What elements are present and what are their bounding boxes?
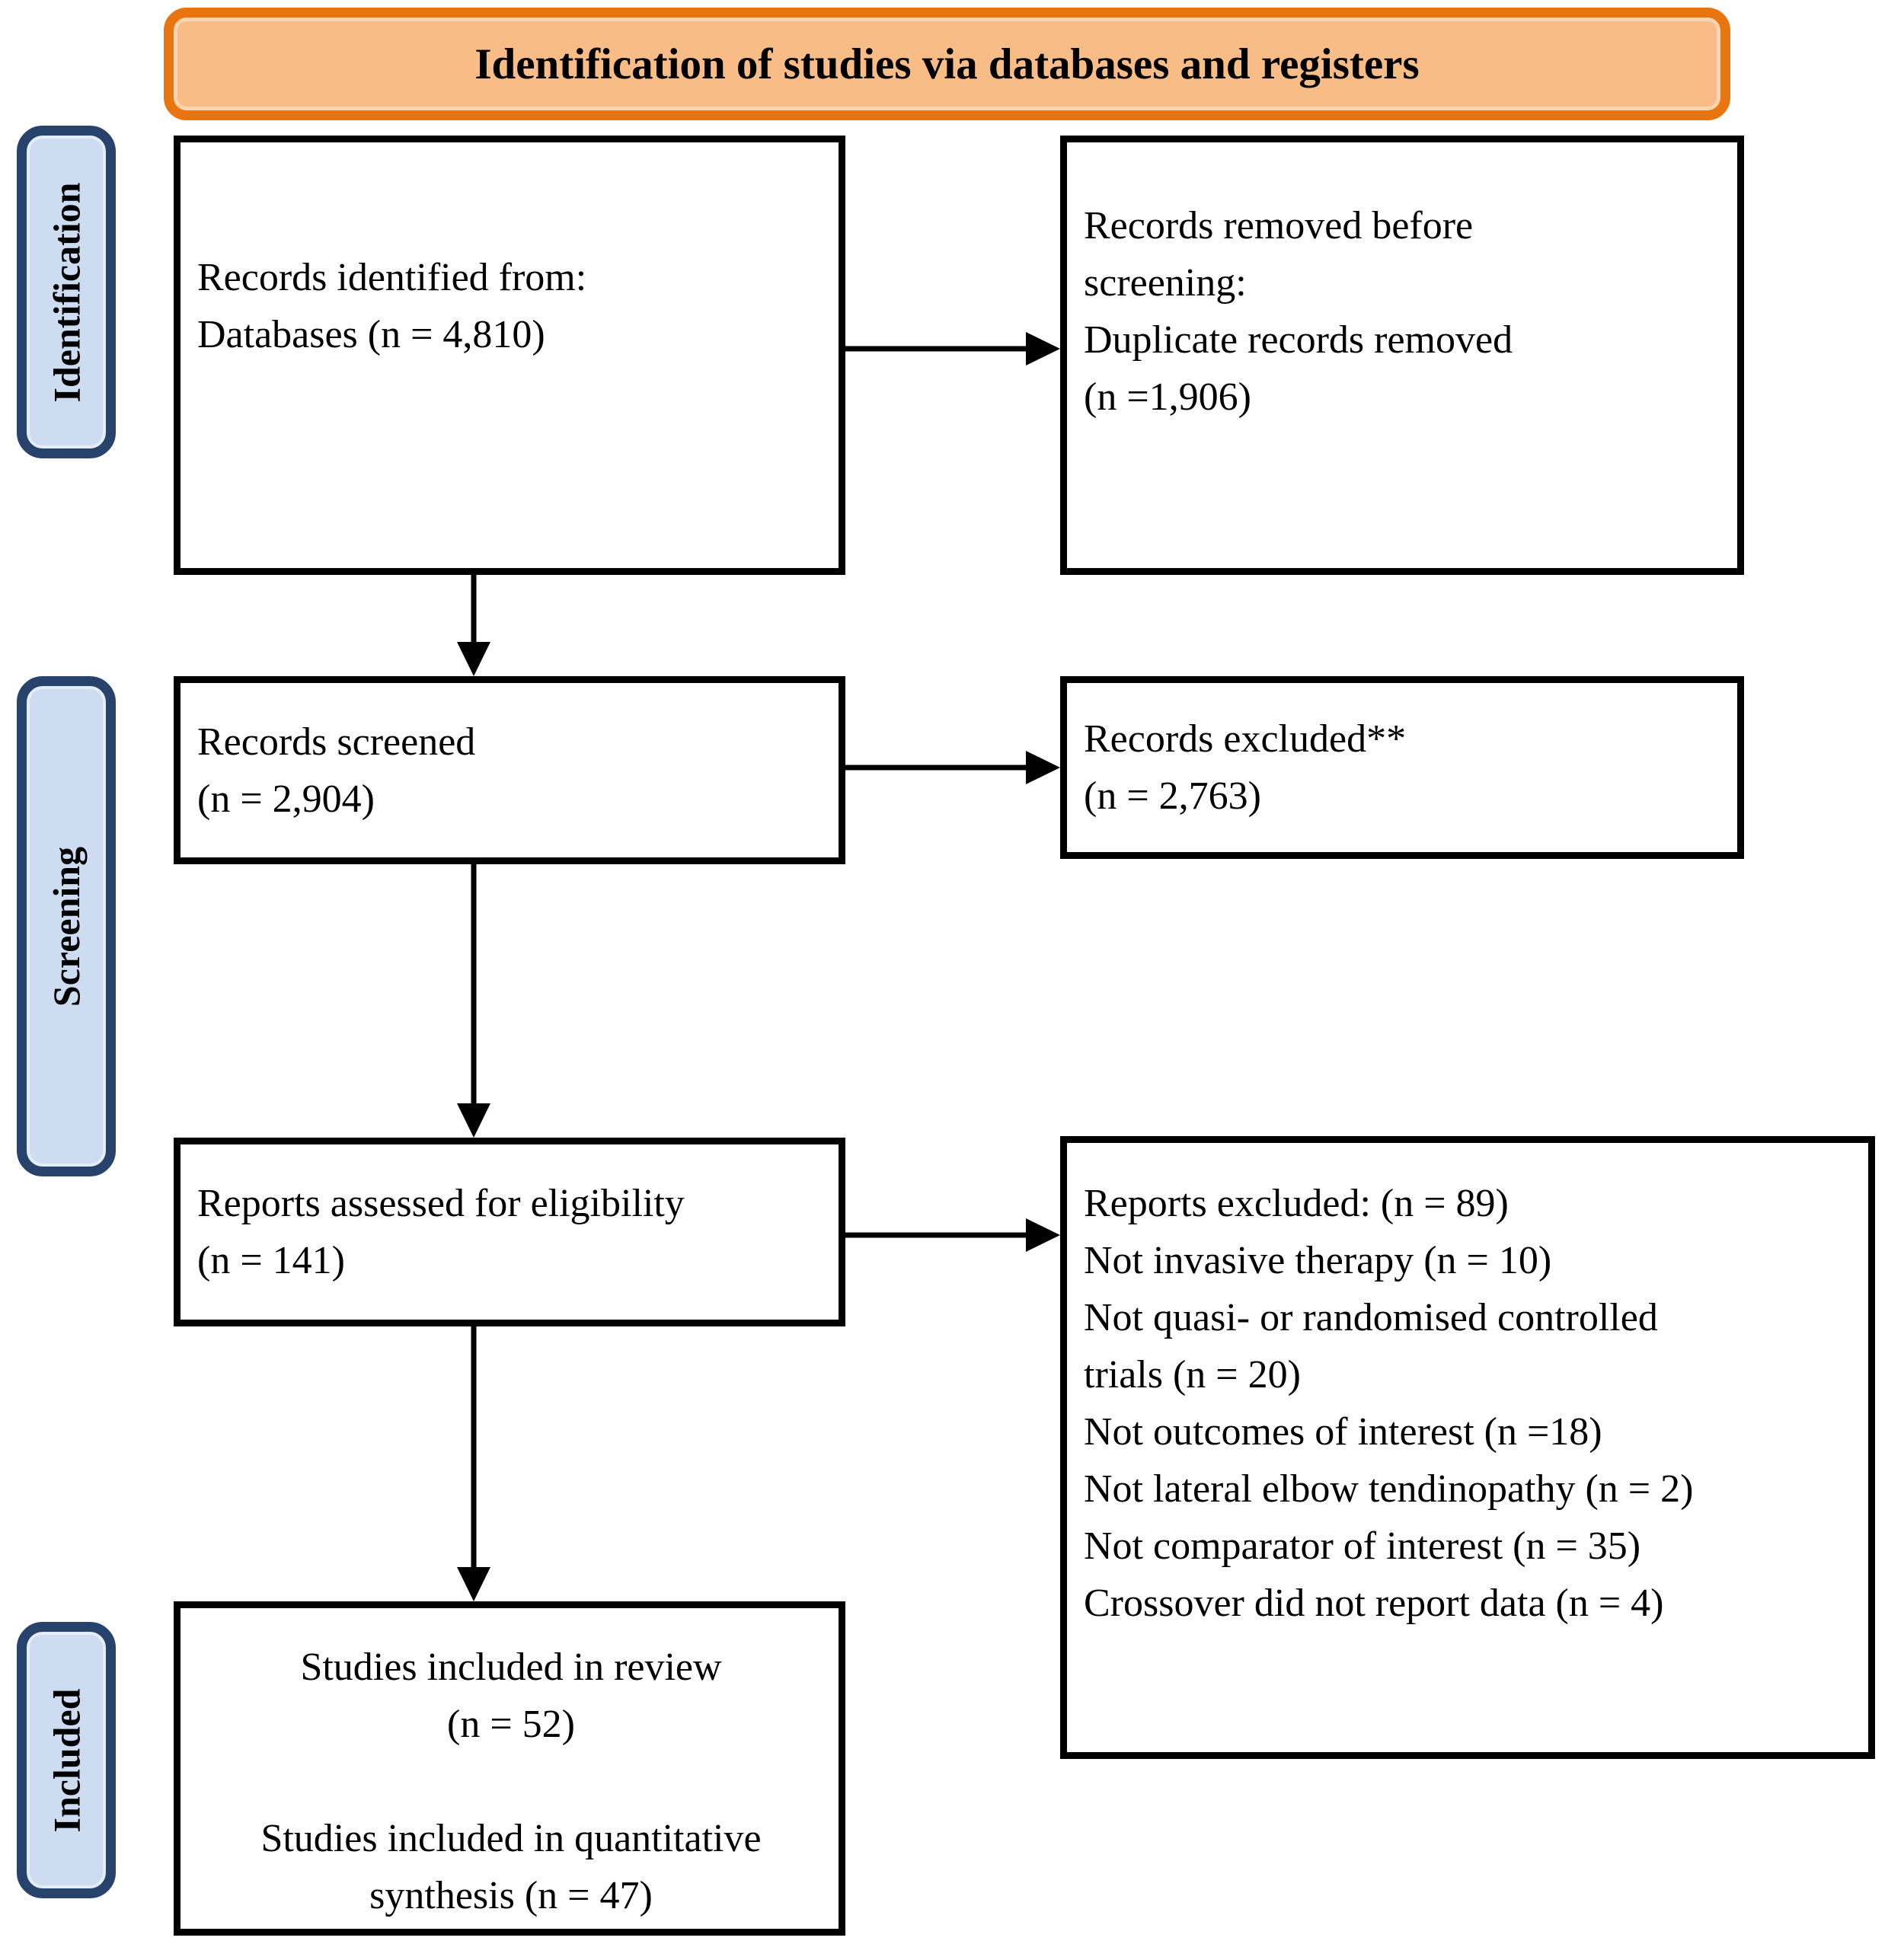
arrow-assessed-to-included: [457, 1326, 490, 1601]
box-text-line: Studies included in review: [300, 1646, 722, 1689]
stage-label-text: Screening: [45, 846, 88, 1007]
box-text-line: Studies included in quantitative: [260, 1817, 762, 1860]
box-text-line: Not quasi- or randomised controlled: [1084, 1296, 1658, 1339]
box-text-line: (n =1,906): [1084, 375, 1251, 419]
box-records-identified: [174, 136, 845, 575]
box-records-removed: [1060, 136, 1744, 575]
arrow-identified-to-removed: [845, 332, 1060, 365]
box-text-line: (n = 52): [447, 1703, 575, 1746]
arrow-screened-to-assessed: [457, 864, 490, 1138]
box-text-line: Databases (n = 4,810): [197, 313, 545, 356]
box-text-line: Records excluded**: [1084, 717, 1407, 761]
box-text-line-spacer: [197, 1753, 825, 1810]
box-text-line: Not invasive therapy (n = 10): [1084, 1239, 1552, 1282]
arrow-assessed-to-reports-excluded: [845, 1218, 1060, 1252]
box-text-line: (n = 2,763): [1084, 774, 1261, 818]
box-text-line: Records removed before: [1084, 204, 1474, 247]
stage-label-included: [17, 1622, 116, 1898]
stage-label-text: Included: [45, 1688, 88, 1832]
box-text-line: Duplicate records removed: [1084, 318, 1513, 362]
box-text-line: trials (n = 20): [1084, 1353, 1301, 1397]
box-reports-assessed: [174, 1138, 845, 1326]
box-records-excluded: [1060, 676, 1744, 859]
box-text-line: Records screened: [197, 720, 476, 764]
arrow-identified-to-screened: [457, 575, 490, 676]
box-text-line: Crossover did not report data (n = 4): [1084, 1582, 1664, 1625]
box-text-line: screening:: [1084, 261, 1247, 305]
box-text-line: Reports assessed for eligibility: [197, 1182, 685, 1225]
banner-title: Identification of studies via databases and registers: [474, 40, 1420, 88]
stage-label-text: Identification: [45, 182, 88, 402]
arrow-screened-to-excluded: [845, 751, 1060, 784]
box-text-line: Not lateral elbow tendinopathy (n = 2): [1084, 1467, 1694, 1511]
stage-label-identification: [17, 126, 116, 458]
box-studies-included: [174, 1601, 845, 1936]
stage-label-screening: [17, 676, 116, 1176]
box-text-line: Not comparator of interest (n = 35): [1084, 1524, 1641, 1568]
box-text-line: synthesis (n = 47): [369, 1874, 653, 1917]
box-records-screened: [174, 676, 845, 864]
box-text-line: (n = 141): [197, 1239, 345, 1282]
banner: [164, 8, 1730, 120]
box-text-line: Reports excluded: (n = 89): [1084, 1182, 1509, 1225]
box-text-line: (n = 2,904): [197, 777, 375, 821]
box-text-line: Not outcomes of interest (n =18): [1084, 1410, 1602, 1454]
box-text-line: Records identified from:: [197, 256, 587, 299]
box-reports-excluded: [1060, 1136, 1875, 1759]
